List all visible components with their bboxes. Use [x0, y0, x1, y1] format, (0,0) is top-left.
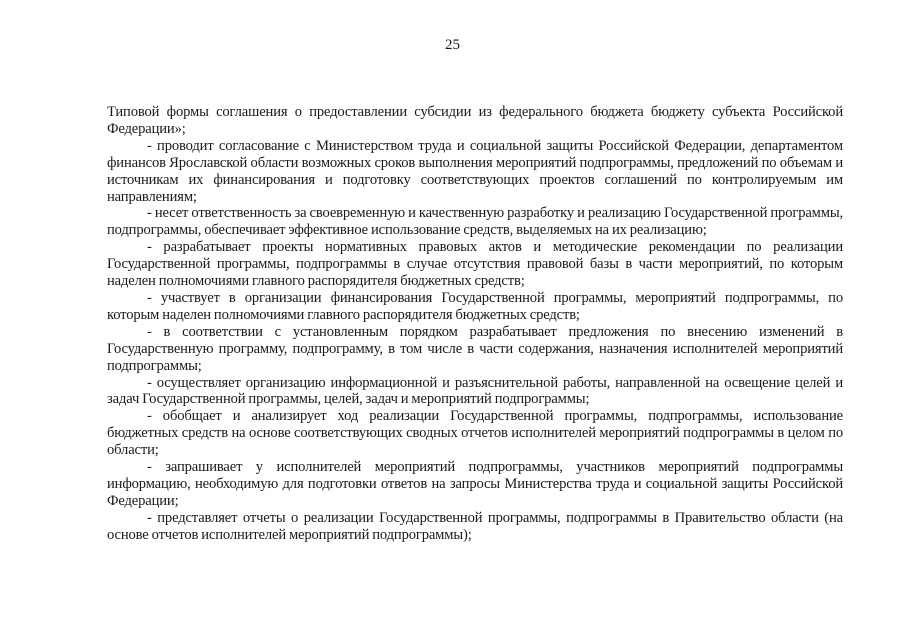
- paragraph-reports: - представляет отчеты о реализации Государственной программы, подпрограммы в Правительство области (на основе отчетов исполнителей мероприятий подпрограммы);: [107, 509, 843, 543]
- paragraph-analysis: - обобщает и анализирует ход реализации Государственной программы, подпрограммы, использование бюджетных средств на основе соответствующих сводных отчетов исполнителей мероприятий подпрограммы в целом по области;: [107, 408, 843, 459]
- paragraph-financing: - участвует в организации финансирования Государственной программы, мероприятий подпрограммы, по которым наделен полномочиями главного распорядителя бюджетных средств;: [107, 289, 843, 323]
- paragraph-amendments: - в соответствии с установленным порядком разрабатывает предложения по внесению изменений в Государственную программу, подпрограмму, в том числе в части содержания, назначения исполнителей мероприятий подпрограммы;: [107, 323, 843, 374]
- paragraph-legal-acts: - разрабатывает проекты нормативных правовых актов и методические рекомендации по реализации Государственной программы, подпрограммы в случае отсутствия правовой базы в части мероприятий, по которым наделен полномочиями главного распорядителя бюджетных средств;: [107, 239, 843, 290]
- paragraph-continuation: Типовой формы соглашения о предоставлении субсидии из федерального бюджета бюджету субъекта Российской Федерации»;: [107, 104, 843, 137]
- paragraph-requests: - запрашивает у исполнителей мероприятий подпрограммы, участников мероприятий подпрограммы информацию, необходимую для подготовки ответов на запросы Министерства труда и социальной защиты Российской Федерации;: [107, 459, 843, 509]
- document-body: [107, 104, 843, 544]
- paragraph-responsibility: - несет ответственность за своевременную и качественную разработку и реализацию Государственной программы, подпрограммы, обеспечивает эффективное использование средств, выделяемых на их реализацию;: [107, 205, 843, 239]
- paragraph-coordination: - проводит согласование с Министерством труда и социальной защиты Российской Федерации, департаментом финансов Ярославской области возможных сроков выполнения мероприятий подпрограммы, предложений по объемам и источникам их финансирования и подготовку соответствующих проектов соглашений по контролируемым им направлениям;: [107, 137, 843, 205]
- page-number: 25: [445, 37, 460, 53]
- paragraph-information-work: - осуществляет организацию информационной и разъяснительной работы, направленной на освещение целей и задач Государственной программы, целей, задач и мероприятий подпрограммы;: [107, 374, 843, 408]
